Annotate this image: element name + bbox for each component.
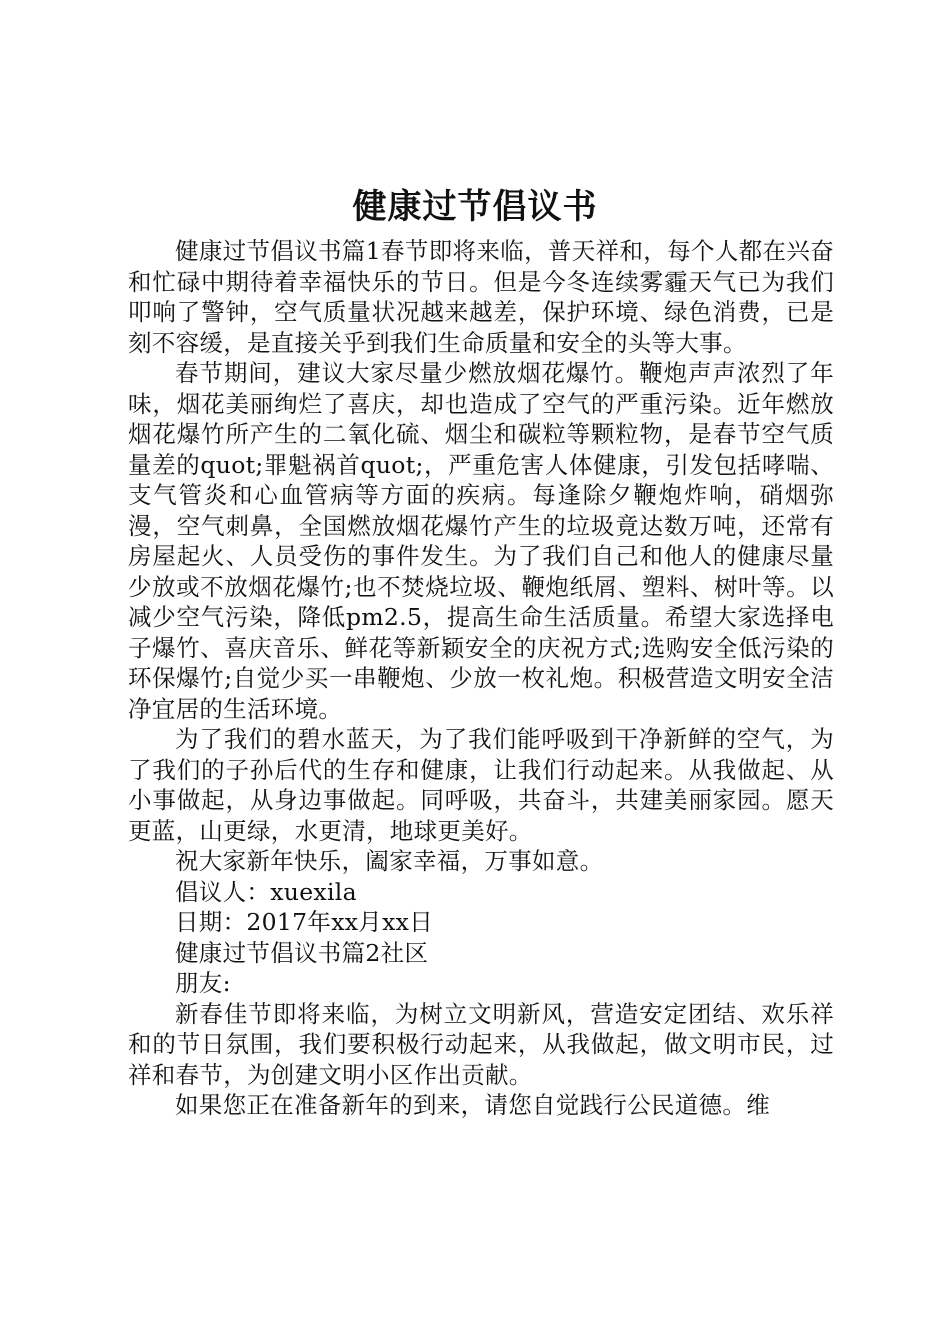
paragraph-section-2-heading: 健康过节倡议书篇2社区: [175, 938, 429, 967]
paragraph-spring-festival: 新春佳节即将来临，为树立文明新风，营造安定团结、欢乐祥和的节日氛围，我们要积极行动起来，从我做起，做文明市民，过祥和春节，为创建文明小区作出贡献。: [128, 999, 834, 1089]
paragraph-fireworks: 春节期间，建议大家尽量少燃放烟花爆竹。鞭炮声声浓烈了年味，烟花美丽绚烂了喜庆，却也造成了空气的严重污染。近年燃放烟花爆竹所产生的二氧化硫、烟尘和碳粒等颗粒物，是春节空气质量差的quot;罪魁祸首quot;，严重危害人体健康，引发包括哮喘、支气管炎和心血管病等方面的疾病。每逢除夕鞭炮炸响，硝烟弥漫，空气刺鼻，全国燃放烟花爆竹产生的垃圾竟达数万吨，还常有房屋起火、人员受伤的事件发生。为了我们自己和他人的健康尽量少放或不放烟花爆竹;也不焚烧垃圾、鞭炮纸屑、塑料、树叶等。以减少空气污染，降低pm2.5，提高生命生活质量。希望大家选择电子爆竹、喜庆音乐、鲜花等新颖安全的庆祝方式;选购安全低污染的环保爆竹;自觉少买一串鞭炮、少放一枚礼炮。积极营造文明安全洁净宜居的生活环境。: [128, 359, 834, 723]
paragraph-date: 日期：2017年xx月xx日: [175, 908, 434, 936]
paragraph-greeting: 祝大家新年快乐，阖家幸福，万事如意。: [175, 847, 604, 875]
paragraph-salutation: 朋友:: [175, 969, 231, 997]
document-title: 健康过节倡议书: [352, 187, 598, 227]
document-body: [128, 236, 834, 1121]
paragraph-call-to-action: 为了我们的碧水蓝天，为了我们能呼吸到干净新鲜的空气，为了我们的子孙后代的生存和健康，让我们行动起来。从我做起、从小事做起，从身边事做起。同呼吸，共奋斗，共建美丽家园。愿天更蓝，山更绿，水更清，地球更美好。: [128, 725, 834, 845]
paragraph-initiator: 倡议人：xuexila: [175, 877, 357, 906]
paragraph-civic-morality: 如果您正在准备新年的到来，请您自觉践行公民道德。维: [175, 1091, 770, 1119]
paragraph-intro: 健康过节倡议书篇1春节即将来临，普天祥和，每个人都在兴奋和忙碌中期待着幸福快乐的节日。但是今冬连续雾霾天气已为我们叩响了警钟，空气质量状况越来越差，保护环境、绿色消费，已是刻不容缓，是直接关乎到我们生命质量和安全的头等大事。: [128, 237, 834, 357]
